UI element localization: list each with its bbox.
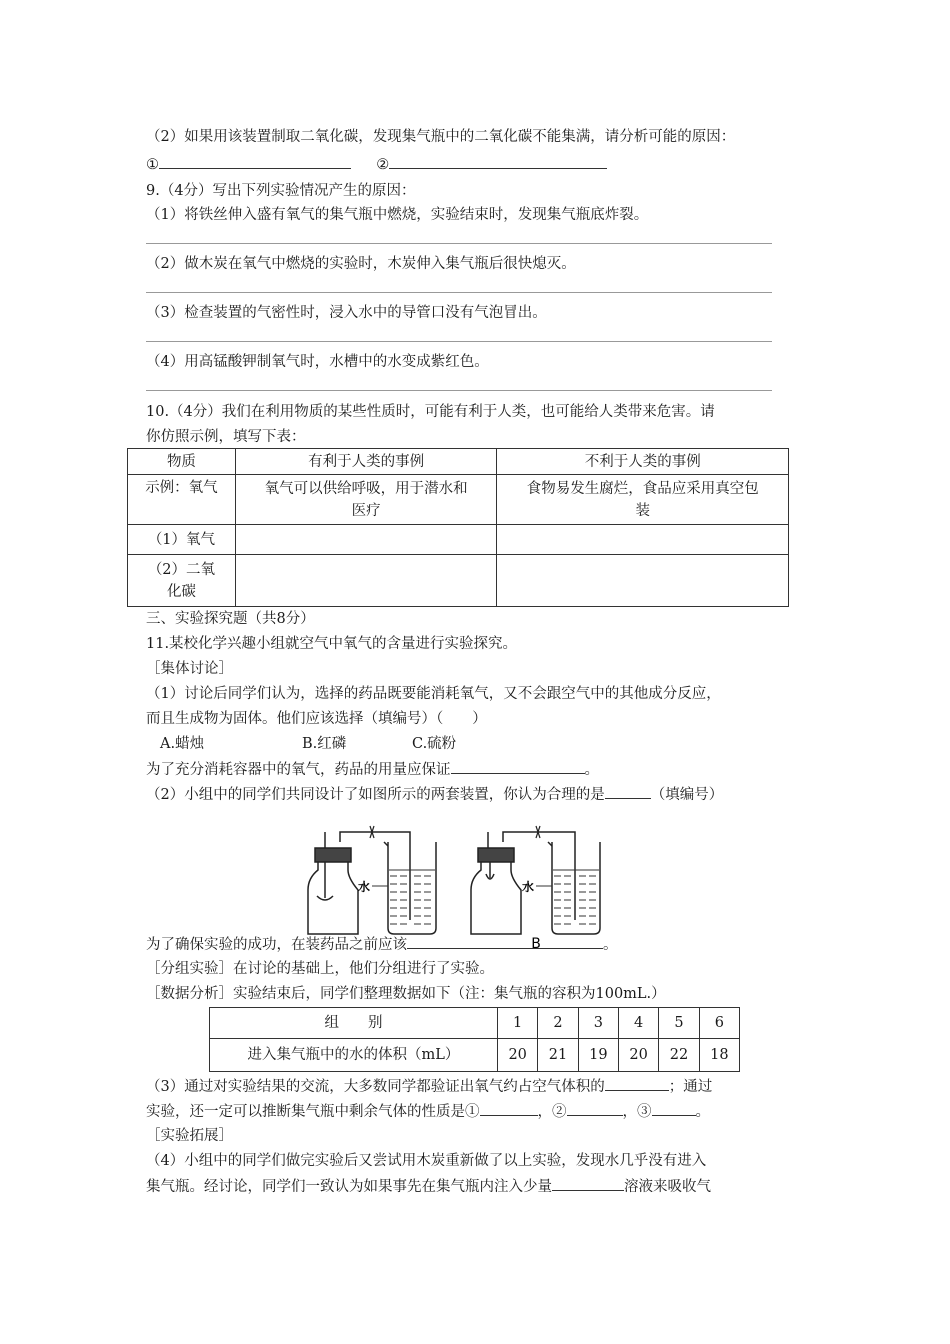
experiment-extension-heading: ［实验拓展］: [146, 1128, 233, 1144]
q10-line-1: 10.（4分）我们在利用物质的某些性质时，可能有利于人类，也可能给人类带来危害。请: [146, 404, 715, 420]
row-2-bad-cell[interactable]: [497, 555, 789, 607]
row-2-substance-line-1: （2）二氧: [147, 561, 216, 578]
volume-value: 20: [498, 1039, 538, 1072]
data-analysis-text: ［数据分析］实验结束后，同学们整理数据如下（注：集气瓶的容积为100mL.）: [146, 986, 666, 1002]
group-number: 1: [498, 1008, 538, 1039]
volume-value: 21: [538, 1039, 578, 1072]
q11-2-line: [146, 784, 723, 805]
answer-line-1[interactable]: [146, 243, 772, 244]
q8-2-text: （2）如果用该装置制取二氧化碳，发现集气瓶中的二氧化碳不能集满，请分析可能的原因：: [146, 129, 736, 145]
dosage-text: 为了充分消耗容器中的氧气，药品的用量应保证: [146, 762, 451, 778]
header-good: 有利于人类的事例: [235, 449, 497, 475]
row-1-substance: （1）氧气: [128, 525, 236, 555]
q11-intro: 11.某校化学兴趣小组就空气中氧气的含量进行实验探究。: [146, 636, 518, 652]
q11-4-line-2: [146, 1176, 711, 1197]
property-marker-3: ，③: [622, 1104, 652, 1120]
q8-2-answers: [146, 154, 607, 175]
example-substance: 示例：氧气: [128, 475, 236, 525]
q11-4-line-1: （4）小组中的同学们做完实验后又尝试用木炭重新做了以上实验，发现水几乎没有进入: [146, 1153, 707, 1169]
answer-blank-2[interactable]: [389, 154, 607, 169]
q11-2-text: （2）小组中的同学们共同设计了如图所示的两套装置，你认为合理的是: [146, 787, 605, 803]
q11-4-text: 集气瓶。经讨论，同学们一致认为如果事先在集气瓶内注入少量: [146, 1179, 552, 1195]
q11-4-text-end: 溶液来吸收气: [624, 1179, 711, 1195]
q9-item-4: （4）用高锰酸钾制氧气时，水槽中的水变成紫红色。: [146, 354, 489, 370]
collective-discussion-heading: ［集体讨论］: [146, 661, 233, 677]
water-a: [372, 870, 435, 924]
row-2-substance: [128, 555, 236, 607]
water-b: [536, 870, 599, 924]
group-number: 2: [538, 1008, 578, 1039]
row-1-bad-cell[interactable]: [497, 525, 789, 555]
q9-item-3: （3）检查装置的气密性时，浸入水中的导管口没有气泡冒出。: [146, 305, 547, 321]
example-good-line-2: 医疗: [351, 502, 381, 519]
label-b: B: [531, 936, 541, 952]
row-2-good-cell[interactable]: [235, 555, 497, 607]
answer-line-3[interactable]: [146, 341, 772, 342]
dosage-blank[interactable]: [451, 759, 585, 774]
answer-line-4[interactable]: [146, 390, 772, 391]
ensure-end: 。: [603, 937, 618, 953]
example-bad: [497, 475, 789, 525]
apparatus-b: [471, 826, 600, 934]
property-blank-1[interactable]: [480, 1101, 538, 1116]
volume-value: 20: [618, 1039, 658, 1072]
property-blank-3[interactable]: [652, 1101, 696, 1116]
volume-value: 22: [659, 1039, 699, 1072]
dosage-end: 。: [584, 762, 599, 778]
q11-3-line-2: [146, 1101, 710, 1122]
volume-value: 19: [578, 1039, 618, 1072]
marker-1: ①: [146, 157, 159, 173]
q9-title: 9.（4分）写出下列实验情况产生的原因：: [146, 183, 416, 199]
apparatus-a: [308, 826, 436, 934]
property-marker-2: ，②: [537, 1104, 567, 1120]
option-a[interactable]: A.蜡烛: [160, 736, 205, 752]
solution-blank[interactable]: [552, 1176, 624, 1191]
ensure-blank[interactable]: [407, 934, 603, 949]
option-c[interactable]: C.硫粉: [412, 736, 457, 752]
property-blank-2[interactable]: [567, 1101, 623, 1116]
group-number: 3: [578, 1008, 618, 1039]
example-good-line-1: 氧气可以供给呼吸，用于潜水和: [264, 480, 468, 497]
q10-table: [127, 448, 789, 607]
row-2-substance-line-2: 化碳: [166, 583, 196, 600]
oxygen-fraction-blank[interactable]: [605, 1076, 669, 1091]
apparatus-figure: [300, 812, 670, 952]
q11-3-line-2-text: 实验，还一定可以推断集气瓶中剩余气体的性质是①: [146, 1104, 480, 1120]
group-number: 6: [699, 1008, 739, 1039]
group-number: 4: [618, 1008, 658, 1039]
q11-3-line-1: [146, 1076, 712, 1097]
data-table: [209, 1007, 740, 1072]
dosage-line: [146, 759, 599, 780]
answer-blank-1[interactable]: [159, 154, 351, 169]
water-label-a: 水: [357, 880, 371, 894]
example-bad-line-1: 食物易发生腐烂，食品应采用真空包: [526, 480, 759, 497]
example-good: [235, 475, 497, 525]
q11-2-end: （填编号）: [650, 787, 724, 803]
ensure-text: 为了确保实验的成功，在装药品之前应该: [146, 937, 407, 953]
reasonable-setup-blank[interactable]: [605, 784, 651, 799]
property-end: 。: [695, 1104, 710, 1120]
water-label-b: 水: [521, 880, 535, 894]
answer-line-2[interactable]: [146, 292, 772, 293]
group-number: 5: [659, 1008, 699, 1039]
q10-line-2: 你仿照示例，填写下表：: [146, 429, 306, 445]
q11-1-line-2: 而且生成物为固体。他们应该选择（填编号）（ ）: [146, 711, 487, 727]
marker-2: ②: [376, 157, 390, 173]
q9-item-2: （2）做木炭在氧气中燃烧的实验时，木炭伸入集气瓶后很快熄灭。: [146, 256, 576, 272]
q11-3-text-end: ；通过: [668, 1079, 713, 1095]
ensure-line: [146, 934, 618, 955]
header-substance: 物质: [128, 449, 236, 475]
example-bad-line-2: 装: [635, 502, 650, 519]
volume-value: 18: [699, 1039, 739, 1072]
option-b[interactable]: B.红磷: [302, 736, 347, 752]
header-bad: 不利于人类的事例: [497, 449, 789, 475]
q11-1-line-1: （1）讨论后同学们认为，选择的药品既要能消耗氧气，又不会跟空气中的其他成分反应，: [146, 686, 721, 702]
q9-item-1: （1）将铁丝伸入盛有氧气的集气瓶中燃烧，实验结束时，发现集气瓶底炸裂。: [146, 207, 649, 223]
q11-3-text: （3）通过对实验结果的交流，大多数同学都验证出氧气约占空气体积的: [146, 1079, 605, 1095]
group-header: 组 别: [210, 1008, 498, 1039]
group-experiment-text: ［分组实验］在讨论的基础上，他们分组进行了实验。: [146, 961, 494, 977]
row-1-good-cell[interactable]: [235, 525, 497, 555]
volume-header: 进入集气瓶中的水的体积（mL）: [210, 1039, 498, 1072]
section-3-heading: 三、实验探究题（共8分）: [146, 611, 315, 627]
